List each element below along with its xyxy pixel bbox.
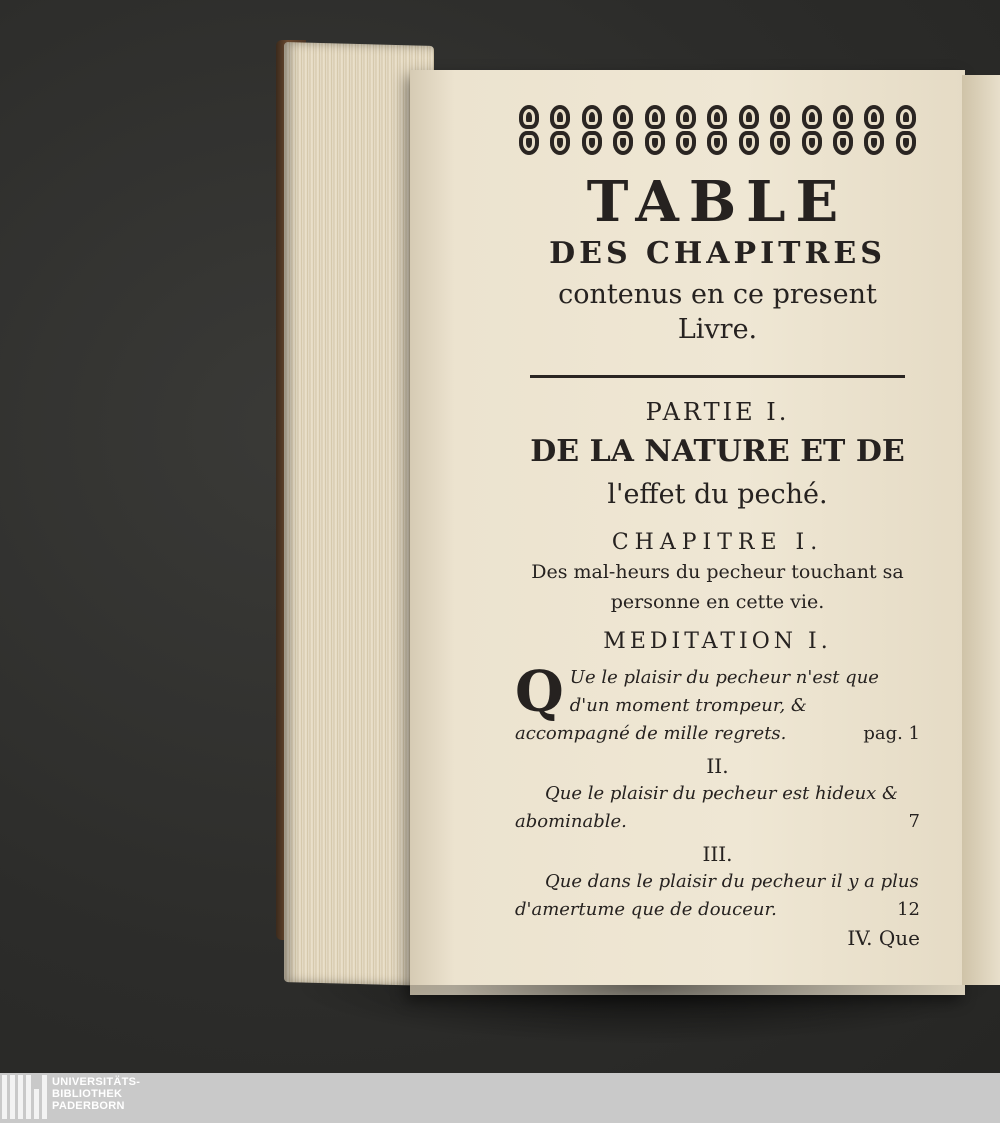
library-logo-icon [2,1075,47,1119]
logo-line: BIBLIOTHEK [52,1088,123,1100]
toc-entry-page: 7 [908,811,920,832]
fleuron-icon [672,103,700,157]
part-subtitle: l'effet du peché. [607,479,828,510]
chapter-description-line2: personne en cette vie. [610,591,825,613]
fleuron-icon [798,103,826,157]
fleuron-icon [766,103,794,157]
page-title: TABLE [586,169,849,235]
meditation-label: MEDITATION I. [603,629,832,654]
fleuron-icon [735,103,763,157]
toc-entry-text: Que le plaisir du pecheur est hideux & abominable. [515,783,899,832]
fleuron-icon [546,103,574,157]
page-subtitle-line3: Livre. [677,314,758,345]
library-logo-text [52,1076,140,1112]
toc-entry [515,659,920,748]
fleuron-icon [641,103,669,157]
chapter-label: CHAPITRE I. [611,530,824,555]
logo-line: PADERBORN [52,1100,125,1112]
toc-entry [515,868,920,924]
chapter-description-line1: Des mal-heurs du pecheur touchant sa [531,561,904,583]
page-subtitle: DES CHAPITRES [549,236,886,271]
library-footer-bar [0,1073,1000,1123]
fleuron-icon [829,103,857,157]
toc-numeral: II. [706,754,729,778]
fleuron-icon [578,103,606,157]
catchword: IV. Que [847,926,920,950]
book-shadow [290,985,1000,1045]
toc-entry-text: Que dans le plaisir du pecheur il y a plus d'amertume que de douceur. [515,871,919,920]
part-label: PARTIE I. [645,398,790,426]
fleuron-icon [892,103,920,157]
drop-cap: Q [515,659,564,725]
facing-page-edge [962,75,1000,985]
logo-line: UNIVERSITÄTS- [52,1076,141,1088]
fleuron-icon [515,103,543,157]
toc-entry-page: pag. 1 [863,723,920,744]
toc-entry-text: Ue le plaisir du pecheur n'est que d'un moment trompeur, & accompagné de mille regrets. [515,667,879,744]
fleuron-icon [860,103,888,157]
part-title: DE LA NATURE ET DE [530,434,905,469]
fleuron-icon [703,103,731,157]
toc-entry [515,780,920,836]
toc-entry-page: 12 [897,899,920,920]
page-subtitle-line2: contenus en ce present [558,279,877,310]
toc-numeral: III. [702,842,733,866]
ornament-band [515,100,920,160]
fleuron-icon [609,103,637,157]
page-content [515,100,920,950]
divider-rule [530,375,905,378]
